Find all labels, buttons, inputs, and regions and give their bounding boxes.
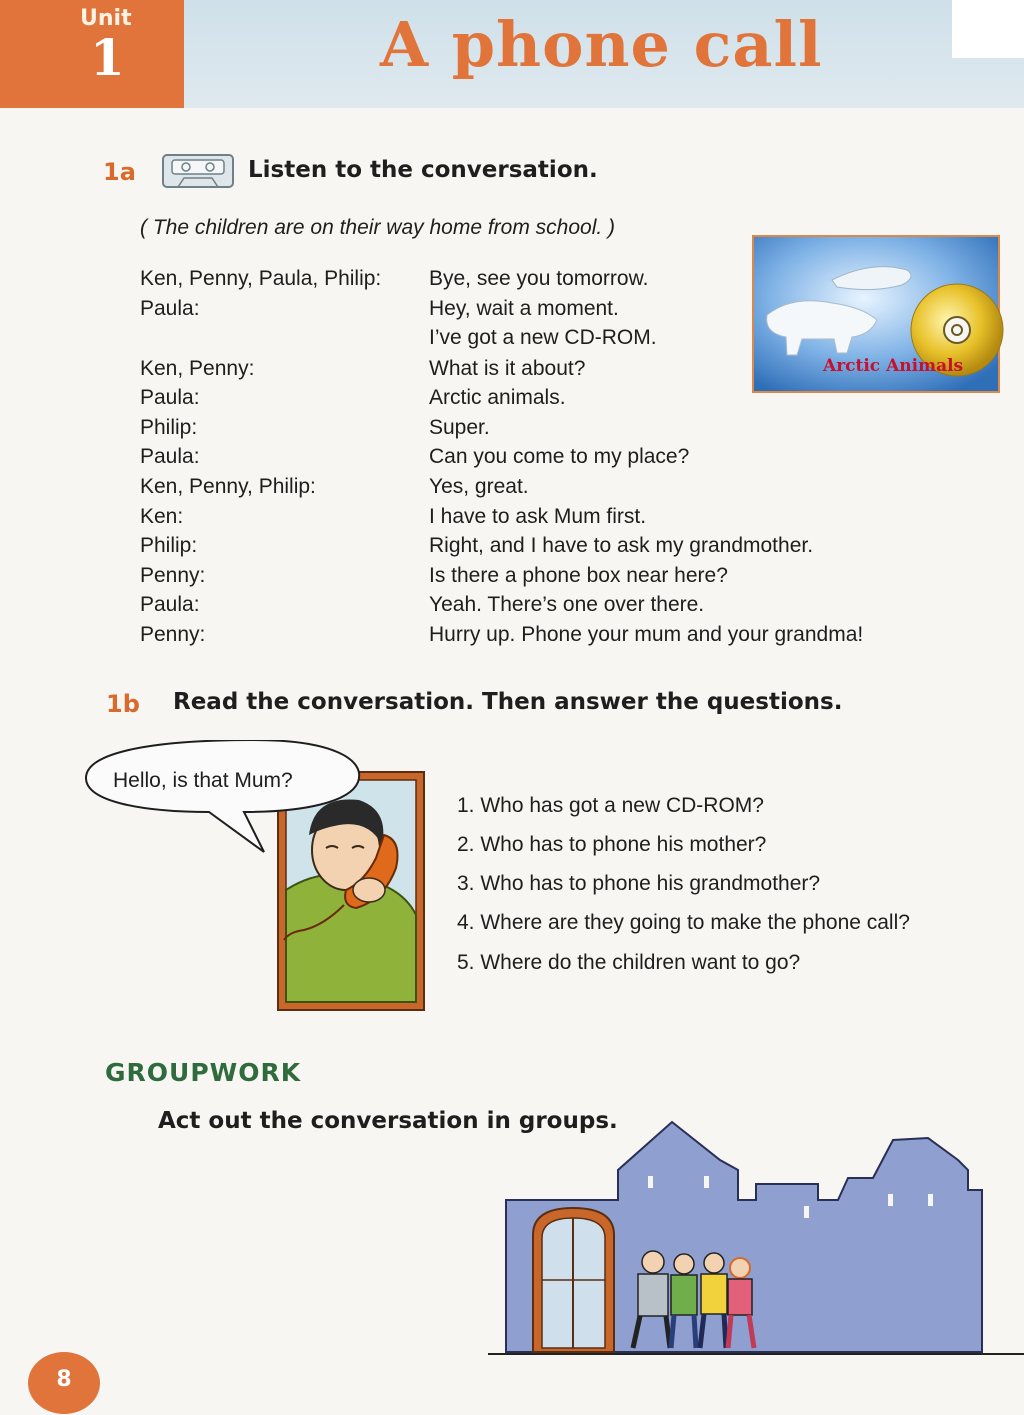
question-item: 3. Who has to phone his grandmother? <box>457 872 821 895</box>
dialogue-speaker: Paula: <box>140 593 200 616</box>
dialogue-speaker: Philip: <box>140 416 198 439</box>
dialogue-speaker: Paula: <box>140 386 200 409</box>
corner-box <box>952 0 1024 58</box>
town-phone-box-illustration <box>488 1120 1024 1360</box>
section-1a-number: 1a <box>103 158 136 186</box>
dialogue-line: Arctic animals. <box>429 386 566 409</box>
section-1a-instruction: Listen to the conversation. <box>248 157 598 183</box>
page-title: A phone call <box>380 8 823 81</box>
dialogue-speaker: Ken, Penny: <box>140 357 255 380</box>
dialogue-line: Hey, wait a moment. <box>429 297 619 320</box>
speech-bubble-text: Hello, is that Mum? <box>113 769 293 792</box>
unit-label: Unit <box>80 6 132 31</box>
dialogue-speaker: Philip: <box>140 534 198 557</box>
cassette-icon <box>160 151 236 191</box>
question-item: 5. Where do the children want to go? <box>457 951 801 974</box>
dialogue-line: What is it about? <box>429 357 586 380</box>
dialogue-speaker: Ken, Penny, Philip: <box>140 475 316 498</box>
dialogue-line: I’ve got a new CD-ROM. <box>429 326 657 349</box>
dialogue-intro: ( The children are on their way home from school. ) <box>140 216 616 239</box>
section-1b-number: 1b <box>106 690 140 718</box>
question-item: 1. Who has got a new CD-ROM? <box>457 794 764 817</box>
dialogue-speaker: Paula: <box>140 445 200 468</box>
dialogue-speaker: Paula: <box>140 297 200 320</box>
dialogue-line: Yeah. There’s one over there. <box>429 593 705 616</box>
dialogue-speaker: Ken, Penny, Paula, Philip: <box>140 267 382 290</box>
dialogue-line: Is there a phone box near here? <box>429 564 728 587</box>
dialogue-line: Can you come to my place? <box>429 445 690 468</box>
section-1b-instruction: Read the conversation. Then answer the questions. <box>173 689 843 715</box>
question-item: 4. Where are they going to make the phone call? <box>457 911 910 934</box>
dialogue-line: Bye, see you tomorrow. <box>429 267 649 290</box>
dialogue-speaker: Ken: <box>140 505 184 528</box>
question-item: 2. Who has to phone his mother? <box>457 833 767 856</box>
page-number: 8 <box>56 1367 72 1392</box>
dialogue-line: I have to ask Mum first. <box>429 505 647 528</box>
dialogue-line: Right, and I have to ask my grandmother. <box>429 534 814 557</box>
dialogue-line: Yes, great. <box>429 475 529 498</box>
dialogue-line: Super. <box>429 416 490 439</box>
dialogue-speaker: Penny: <box>140 623 206 646</box>
dialogue-speaker: Penny: <box>140 564 206 587</box>
groupwork-heading: GROUPWORK <box>105 1058 302 1087</box>
unit-number: 1 <box>90 28 125 87</box>
groupwork-instruction: Act out the conversation in groups. <box>158 1108 618 1134</box>
cd-title-label: Arctic Animals <box>823 356 964 376</box>
dialogue-line: Hurry up. Phone your mum and your grandma! <box>429 623 864 646</box>
